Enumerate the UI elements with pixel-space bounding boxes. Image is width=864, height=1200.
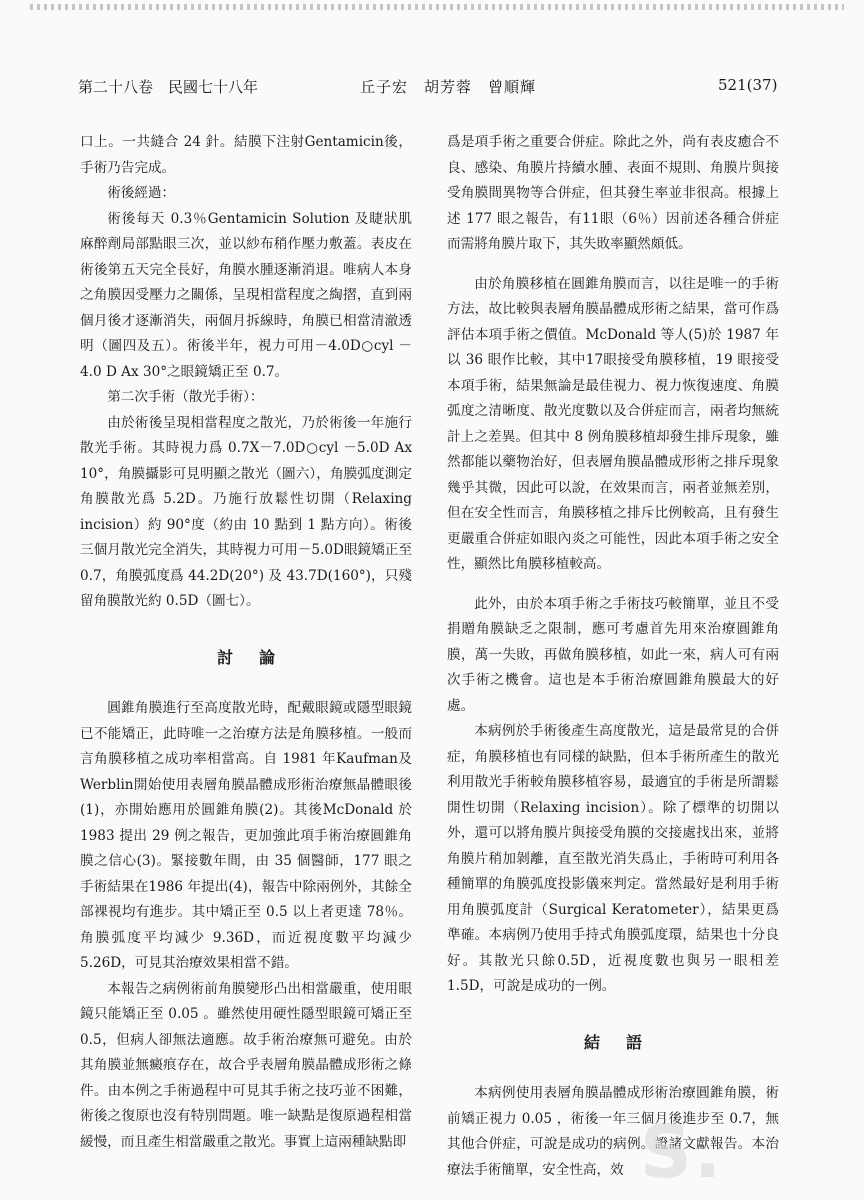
left-column	[80, 130, 412, 1155]
paragraph: 此外，由於本項手術之手術技巧較簡單，並且不受捐贈角膜缺乏之限制，應可考慮首先用來治療圓錐角膜，萬一失敗，再做角膜移植，如此一來，病人可有兩次手術之機會。這也是本手術治療圓錐角膜最大的好處。	[447, 595, 779, 714]
paragraph-gap	[447, 258, 779, 272]
scan-edge-artifact	[30, 4, 844, 10]
paragraph: 由於術後呈現相當程度之散光，乃於術後一年施行散光手術。其時視力爲 0.7X－7.0D○cyl －5.0D Ax 10°，角膜攝影可見明顯之散光（圖六），角膜弧度測定角膜散光爲 5.2D。乃施行放鬆性切開（Relaxing incision）約 90°度（約由 10 點到 1 點方向）。術後三個月散光完全消失，其時視力可用－5.0D眼鏡矯正至 0.7，角膜弧度爲 44.2D(20°) 及 43.7D(160°)，只殘留角膜散光約 0.5D（圖七）。	[80, 414, 412, 609]
paragraph: 術後經過：	[107, 185, 176, 201]
paragraph: 本病例於手術後產生高度散光，這是最常見的合併症，角膜移植也有同樣的缺點，但本手術所產生的散光利用散光手術較角膜移植容易，最適宜的手術是所謂鬆開性切開（Relaxing incision）。除了標準的切開以外，還可以將角膜片與接受角膜的交接處找出來，並將角膜片稍加剝離，直至散光消失爲止，手術時可利用各種簡單的角膜弧度投影儀來判定。當然最好是利用手術用角膜弧度計（Surgical Keratometer），結果更爲準確。本病例乃使用手持式角膜弧度環，結果也十分良好。其散光只餘0.5D，近視度數也與另一眼相差 1.5D，可說是成功的一例。	[447, 723, 779, 994]
author-names: 丘子宏 胡芳蓉 曾順輝	[360, 78, 537, 96]
page-number: 521(37)	[718, 76, 778, 94]
paragraph: 本病例使用表層角膜晶體成形術治療圓錐角膜，術前矯正視力 0.05 ，術後一年三個月後進步至 0.7，無其他合併症，可說是成功的病例。證諸文獻報告。本治療法手術簡單，安全性高，效	[447, 1085, 779, 1178]
paragraph: 術後每天 0.3％Gentamicin Solution 及睫狀肌麻醉劑局部點眼三次，並以紗布稍作壓力敷蓋。表皮在術後第五天完全長好，角膜水腫逐漸消退。唯病人本身之角膜因受壓力之關係，呈現相當程度之綯摺，直到兩個月後才逐漸消失，兩個月拆線時，角膜已相當清澈透明（圖四及五）。術後半年，視力可用－4.0D○cyl －4.0 D Ax 30°之眼鏡矯正至 0.7。	[80, 210, 412, 380]
paragraph: 圓錐角膜進行至高度散光時，配戴眼鏡或隱型眼鏡已不能矯正，此時唯一之治療方法是角膜移植。一般而言角膜移植之成功率相當高。自 1981 年Kaufman及Werblin開始使用表層角膜晶體成形術治療無晶體眼後(1)，亦開始應用於圓錐角膜(2)。其後McDonald 於 1983 提出 29 例之報告，更加強此項手術治療圓錐角膜之信心(3)。緊接數年間，由 35 個醫師，177 眼之手術結果在1986 年提出(4)，報告中除兩例外，其餘全部裸視均有進步。其中矯正至 0.5 以上者更達 78％。角膜弧度平均減少 9.36D，而近視度數平均減少 5.26D，可見其治療效果相當不錯。	[80, 700, 412, 971]
watermark-logo: S.	[640, 1110, 724, 1194]
section-heading: 結語	[583, 1032, 668, 1052]
paragraph-gap	[447, 578, 779, 592]
paragraph: 本報告之病例術前角膜變形凸出相當嚴重，使用眼鏡只能矯正至 0.05 。雖然使用硬性隱型眼鏡可矯正至 0.5，但病人卻無法適應。故手術治療無可避免。由於其角膜並無癜痕存在，故合乎表層角膜晶體成形術之條件。由本例之手術過程中可見其手術之技巧並不困難，術後之復原也沒有特別問題。唯一缺點是復原過程相當緩慢，而且產生相當嚴重之散光。事實上這兩種缺點即	[80, 980, 412, 1150]
right-column	[447, 130, 779, 1183]
paragraph: 由於角膜移植在圓錐角膜而言，以往是唯一的手術方法，故比較與表層角膜晶體成形術之結果，當可作爲評估本項手術之價值。McDonald 等人(5)於 1987 年以 36 眼作比較，其中17眼接受角膜移植，19 眼接受本項手術，結果無論是最佳視力、視力恢復速度、角膜弧度之清晰度、散光度數以及合併症而言，兩者均無統計上之差異。但其中 8 例角膜移植却發生排斥現象，雖然都能以藥物治好，但表層角膜晶體成形術之排斥現象幾乎其微，因此可以說，在效果而言，兩者並無差別，但在安全性而言，角膜移植之排斥比例較高，且有發生更嚴重合併症如眼內炎之可能性，因此本項手術之安全性，顯然比角膜移植較高。	[447, 275, 779, 572]
paragraph: 第二次手術（散光手術）：	[107, 389, 264, 405]
paragraph: 口上。一共縫合 24 針。結膜下注射Gentamicin後，手術乃告完成。	[80, 134, 412, 176]
paragraph: 爲是項手術之重要合併症。除此之外，尚有表皮癒合不良、感染、角膜片持續水腫、表面不規則、角膜片與接受角膜間異物等合併症，但其發生率並非很高。根據上述 177 眼之報告，有11眼（6％）因前述各種合併症而需將角膜片取下，其失敗率顯然頗低。	[447, 134, 779, 252]
running-header	[0, 76, 864, 100]
journal-volume: 第二十八卷 民國七十八年	[78, 78, 259, 96]
section-heading: 討論	[216, 647, 301, 667]
